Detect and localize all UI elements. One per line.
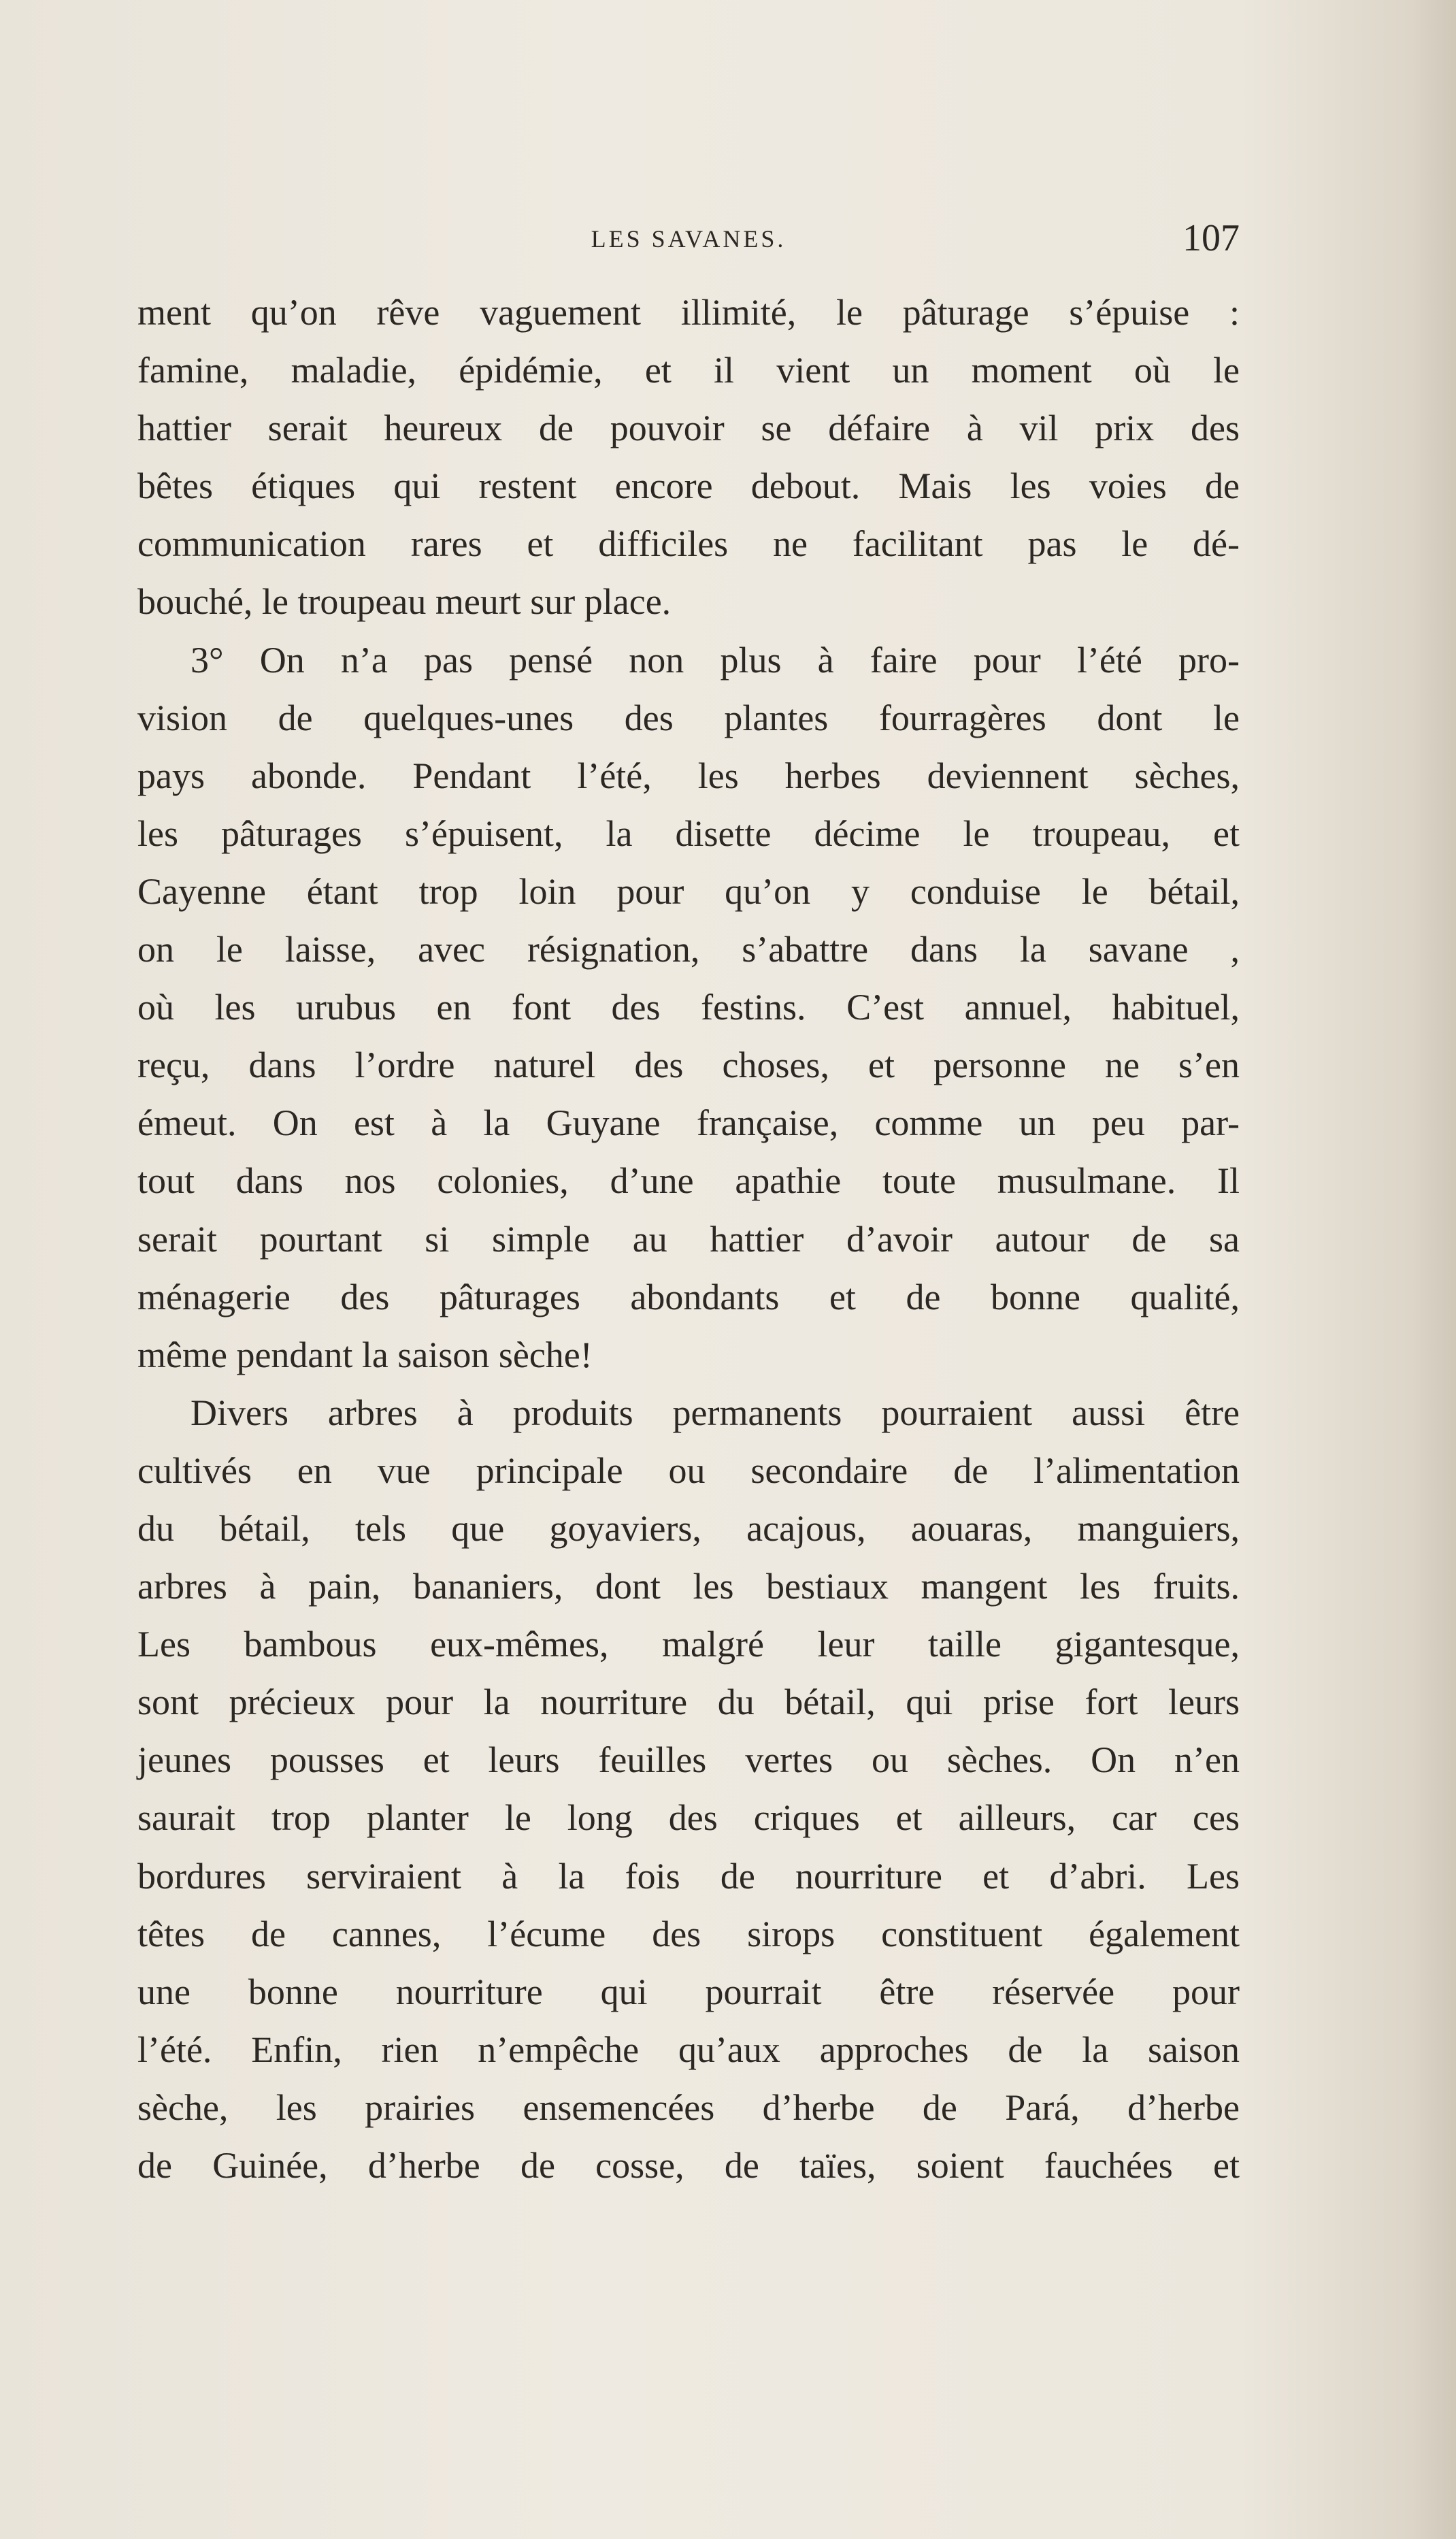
- text-line: serait pourtant si simple au hattier d’avoir autour de sa: [137, 1218, 1240, 1260]
- text-line: ménagerie des pâturages abondants et de bonne qualité,: [137, 1276, 1240, 1317]
- text-line: les pâturages s’épuisent, la disette décime le troupeau, et: [137, 813, 1240, 854]
- text-line: émeut. On est à la Guyane française, comme un peu par-: [137, 1102, 1240, 1144]
- text-line: hattier serait heureux de pouvoir se défaire à vil prix des: [137, 408, 1240, 449]
- running-title: LES SAVANES.: [591, 225, 787, 252]
- text-line: communication rares et difficiles ne facilitant pas le dé-: [137, 523, 1240, 565]
- text-line: sèche, les prairies ensemencées d’herbe de Pará, d’herbe: [137, 2086, 1240, 2128]
- text-line: jeunes pousses et leurs feuilles vertes ou sèches. On n’en: [137, 1739, 1240, 1781]
- text-line: Cayenne étant trop loin pour qu’on y conduise le bétail,: [137, 870, 1240, 912]
- text-line: Les bambous eux-mêmes, malgré leur taille gigantesque,: [137, 1624, 1240, 1665]
- text-line: famine, maladie, épidémie, et il vient un moment où le: [137, 350, 1240, 391]
- text-line: reçu, dans l’ordre naturel des choses, et personne ne s’en: [137, 1045, 1240, 1086]
- text-line: Divers arbres à produits permanents pourraient aussi être: [191, 1392, 1240, 1433]
- text-line: une bonne nourriture qui pourrait être réservée pour: [137, 1971, 1240, 2012]
- text-line: on le laisse, avec résignation, s’abattre dans la savane ,: [137, 929, 1240, 970]
- text-line: où les urubus en font des festins. C’est annuel, habituel,: [137, 987, 1240, 1028]
- text-line: ment qu’on rêve vaguement illimité, le pâturage s’épuise :: [137, 292, 1240, 333]
- text-line: l’été. Enfin, rien n’empêche qu’aux approches de la saison: [137, 2029, 1240, 2070]
- page-header: [137, 216, 1240, 264]
- text-line: arbres à pain, bananiers, dont les bestiaux mangent les fruits.: [137, 1566, 1240, 1607]
- text-line: du bétail, tels que goyaviers, acajous, aouaras, manguiers,: [137, 1507, 1240, 1549]
- text-line: têtes de cannes, l’écume des sirops constituent également: [137, 1913, 1240, 1954]
- page-number: 107: [1182, 217, 1240, 259]
- text-line: bêtes étiques qui restent encore debout. Mais les voies de: [137, 465, 1240, 507]
- text-line: sont précieux pour la nourriture du bétail, qui prise fort leurs: [137, 1682, 1240, 1723]
- text-line: tout dans nos colonies, d’une apathie toute musulmane. Il: [137, 1160, 1240, 1202]
- text-line: cultivés en vue principale ou secondaire de l’alimentation: [137, 1449, 1240, 1491]
- text-line: 3° On n’a pas pensé non plus à faire pour l’été pro-: [191, 639, 1240, 681]
- text-line: bordures serviraient à la fois de nourriture et d’abri. Les: [137, 1855, 1240, 1897]
- text-line: même pendant la saison sèche!: [137, 1334, 593, 1375]
- body-text: [137, 284, 1240, 2195]
- text-line: vision de quelques-unes des plantes fourragères dont le: [137, 697, 1240, 738]
- text-line: saurait trop planter le long des criques et ailleurs, car ces: [137, 1797, 1240, 1839]
- text-line: bouché, le troupeau meurt sur place.: [137, 581, 672, 623]
- text-line: de Guinée, d’herbe de cosse, de taïes, soient fauchées et: [137, 2145, 1240, 2186]
- text-line: pays abonde. Pendant l’été, les herbes deviennent sèches,: [137, 755, 1240, 796]
